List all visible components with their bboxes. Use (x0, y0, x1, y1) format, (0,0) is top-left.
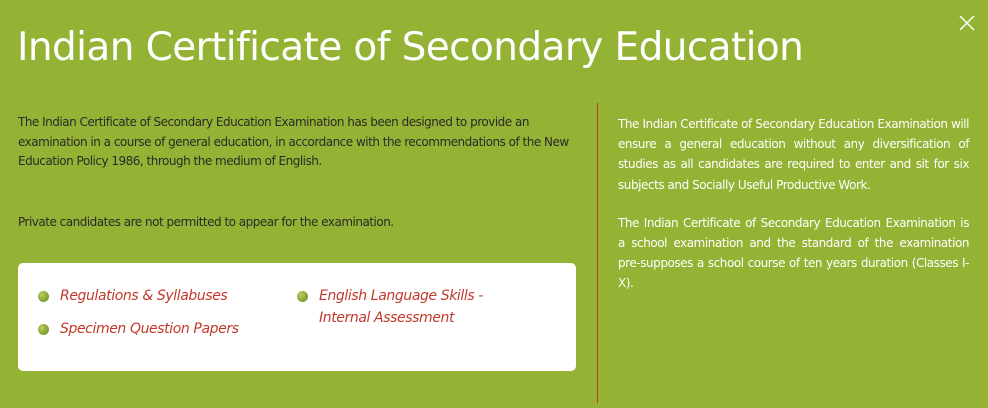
page-title: Indian Certificate of Secondary Education (17, 25, 804, 70)
close-button[interactable] (958, 14, 976, 32)
bullet-icon (38, 324, 49, 335)
link-label: Regulations & Syllabuses (60, 288, 228, 304)
links-panel (18, 263, 576, 371)
link-specimen-question-papers[interactable] (60, 318, 280, 340)
bullet-icon (38, 291, 49, 302)
link-english-language-skills[interactable] (319, 285, 519, 329)
intro-paragraph: The Indian Certificate of Secondary Education Examination has been designed to provide an examination in a course of general education, in accordance with the recommendations of the New Education Policy 1986, through the medium of English. (18, 115, 569, 168)
close-icon (958, 14, 976, 32)
details-paragraph-1: The Indian Certificate of Secondary Education Examination will ensure a general education without any diversification of studies as all candidates are required to enter and sit for six subjects and Socially Useful Productive Work. (618, 117, 969, 192)
private-candidates-note: Private candidates are not permitted to appear for the examination. (18, 215, 394, 229)
column-divider (597, 103, 598, 403)
details-section (618, 114, 969, 294)
link-regulations-syllabuses[interactable] (60, 285, 260, 307)
link-label: English Language Skills - Internal Assessment (319, 288, 484, 326)
link-label: Specimen Question Papers (60, 321, 239, 337)
intro-section (18, 113, 578, 172)
details-paragraph-2: The Indian Certificate of Secondary Education Examination is a school examination and the standard of the examination pre-supposes a school course of ten years duration (Classes I-X). (618, 215, 969, 291)
bullet-icon (297, 291, 308, 302)
